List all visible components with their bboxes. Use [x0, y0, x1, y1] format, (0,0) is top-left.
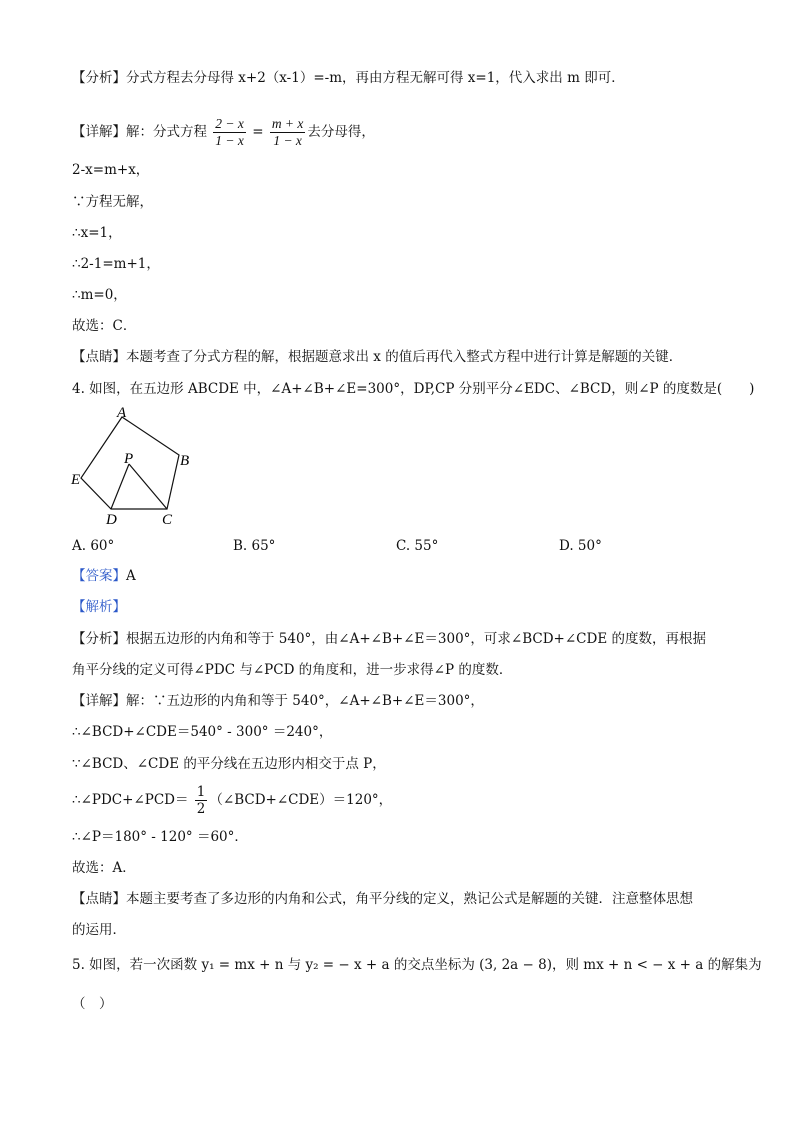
answer-value: A [126, 568, 136, 584]
comment-tag: 【点睛】 [72, 349, 126, 365]
q3-step-1: 2-x=m+x， [72, 162, 150, 178]
q3-comment [72, 347, 682, 367]
q4-stem: 4. 如图，在五边形 ABCDE 中，∠A+∠B+∠E=300°，DP,CP 分别平分∠EDC、∠BCD，则∠P 的度数是( ) [72, 381, 755, 397]
label-c: C [162, 512, 173, 528]
fraction-right-denominator: 1 − x [273, 133, 302, 148]
label-e: E [71, 472, 81, 488]
detail-tag: 【详解】 [72, 693, 126, 709]
pentagon-figure [66, 402, 206, 528]
label-d: D [106, 512, 117, 528]
q4-analysis-line-2: 角平分线的定义可得∠PDC 与∠PCD 的角度和，进一步求得∠P 的度数． [72, 662, 513, 678]
q4-detail-line-2: ∴∠BCD+∠CDE＝540° - 300° ＝240°， [72, 724, 333, 740]
q3-step-3: ∴x=1， [72, 225, 122, 241]
analysis-tag: 【分析】 [72, 70, 126, 86]
q3-detail [72, 112, 375, 152]
option-c: C. 55° [396, 538, 439, 554]
fraction-half [195, 784, 208, 817]
fraction-right-numerator: m + x [271, 116, 304, 131]
detail-prefix: 解：分式方程 [126, 124, 207, 140]
q4-detail-line-1 [72, 691, 484, 711]
equals-sign: = [252, 124, 264, 140]
label-b: B [180, 453, 190, 469]
comment-tag: 【点睛】 [72, 891, 126, 907]
segment-cp [129, 464, 167, 509]
q3-choice: 故选：C． [72, 318, 137, 334]
q4-comment-line-2: 的运用． [72, 922, 126, 938]
fraction-left-numerator: 2 − x [215, 116, 244, 131]
q5-stem: 5. 如图，若一次函数 y₁ = mx + n 与 y₂ = − x + a 的交点坐标为 (3, 2a − 8)，则 mx + n < − x + a 的解集为 [72, 957, 762, 973]
fraction-right [270, 116, 306, 149]
detail-line-4-suffix: （∠BCD+∠CDE）＝120°， [209, 792, 393, 808]
answer-tag: 【答案】 [72, 568, 126, 584]
comment-text: 本题主要考查了多边形的内角和公式，角平分线的定义，熟记公式是解题的关键．注意整体思想 [126, 891, 693, 907]
q4-detail-line-3: ∵∠BCD、∠CDE 的平分线在五边形内相交于点 P， [72, 756, 386, 772]
q4-detail-line-4 [72, 780, 392, 820]
q3-step-4: ∴2-1=m+1， [72, 256, 160, 272]
q4-comment-line-1 [72, 889, 693, 909]
fraction-half-denominator: 2 [196, 801, 206, 817]
q4-detail-line-5: ∴∠P＝180° - 120° ＝60°． [72, 829, 248, 845]
q4-answer [72, 566, 136, 586]
detail-text: 解：∵五边形的内角和等于 540°，∠A+∠B+∠E＝300°， [126, 693, 484, 709]
q4-analysis-line-1 [72, 629, 706, 649]
q4-explanation-tag: 【解析】 [72, 599, 126, 615]
q3-step-2: ∵方程无解， [72, 194, 153, 210]
q5-blank: （ ） [72, 996, 113, 1012]
analysis-text: 分式方程去分母得 x+2（x-1）=-m，再由方程无解可得 x=1，代入求出 m 即可． [126, 70, 625, 86]
q3-step-5: ∴m=0， [72, 287, 127, 303]
analysis-tag: 【分析】 [72, 631, 126, 647]
option-d: D. 50° [559, 538, 602, 554]
option-a: A. 60° [72, 538, 115, 554]
detail-tag: 【详解】 [72, 124, 126, 140]
label-a: A [117, 405, 127, 421]
q3-analysis [72, 68, 625, 88]
fraction-left-denominator: 1 − x [215, 133, 244, 148]
comment-text: 本题考查了分式方程的解，根据题意求出 x 的值后再代入整式方程中进行计算是解题的关键． [126, 349, 683, 365]
label-p: P [124, 451, 134, 467]
detail-line-4-prefix: ∴∠PDC+∠PCD＝ [72, 792, 189, 808]
option-b: B. 65° [233, 538, 276, 554]
analysis-text: 根据五边形的内角和等于 540°，由∠A+∠B+∠E＝300°，可求∠BCD+∠CDE 的度数，再根据 [126, 631, 706, 647]
segment-dp [111, 464, 129, 509]
fraction-left [213, 116, 246, 149]
detail-suffix: 去分母得， [307, 124, 375, 140]
fraction-half-numerator: 1 [196, 784, 206, 800]
q4-choice: 故选：A． [72, 860, 136, 876]
